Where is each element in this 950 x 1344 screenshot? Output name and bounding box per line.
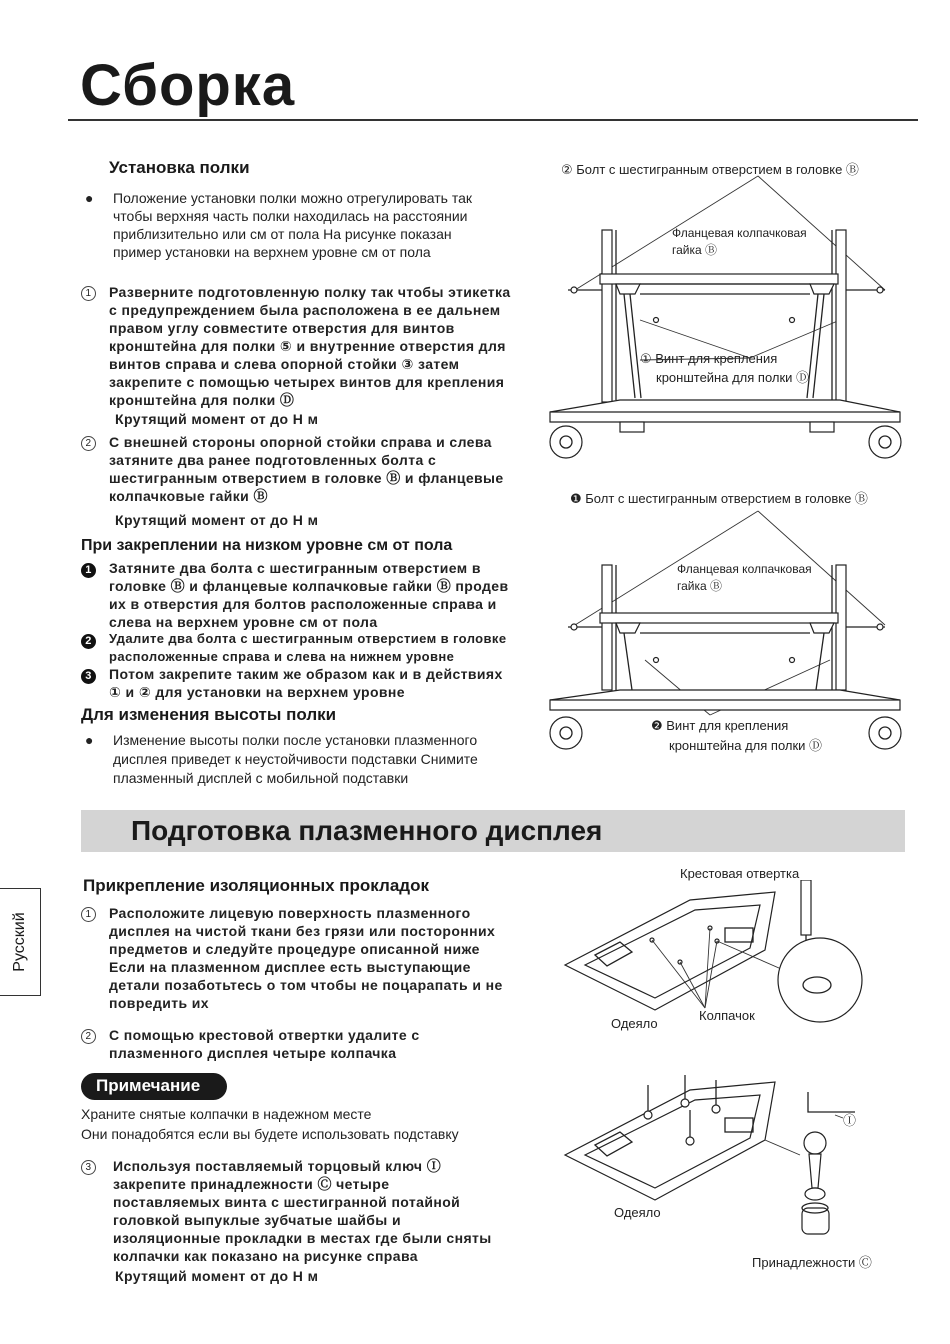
step-number: 2 [81, 1029, 96, 1044]
low-level-heading: При закреплении на низком уровне см от пола [81, 537, 453, 554]
pads-step-3-text: Используя поставляемый торцовый ключ Ⓘ закрепите принадлежности Ⓒ четыре поставляемых винта с шестигранной потайной головкой выпуклые зубчатые шайбы и изоляционные прокладки в местах где были сняты колпачки как показано на рисунке справа [113, 1158, 492, 1264]
note-line-2: Они понадобятся если вы будете использовать подставку [81, 1126, 459, 1142]
low-step-1-text: Затяните два болта с шестигранным отверстием в головке Ⓑ и фланцевые колпачковые гайки Ⓑ продев их в отверстия для болтов расположенные справа и слева на верхнем уровне см от пола [109, 560, 509, 630]
bullet-icon: ● [85, 732, 94, 748]
fig4-blanket-label: Одеяло [614, 1205, 661, 1220]
fig2-bolt-label: ❶ Болт с шестигранным отверстием в головке Ⓑ [570, 491, 868, 506]
step-number: 3 [81, 669, 96, 684]
fig2-nut-label-2: гайка Ⓑ [677, 579, 723, 593]
fig1-screw-label-2: кронштейна для полки Ⓓ [656, 370, 810, 385]
step-number: 2 [81, 634, 96, 649]
install-step-1-text: Разверните подготовленную полку так чтобы этикетка с предупреждением была расположена в ее дальнем правом углу совместите отверстия для винтов кронштейна для полки ⑤ и внутренние отверстия для винтов справа и слева опорной стойки ③ затем закрепите с помощью четырех винтов для крепления кронштейна для полки Ⓓ [109, 284, 511, 408]
fig1-screw-label-1: ① Винт для крепления [640, 351, 778, 366]
step-number: 3 [81, 1160, 96, 1175]
fig4-accessories-label: Принадлежности Ⓒ [752, 1255, 872, 1270]
language-tab [0, 888, 41, 996]
torque-3: Крутящий момент от до Н м [115, 1268, 319, 1284]
pads-step-2-text: С помощью крестовой отвертки удалите с плазменного дисплея четыре колпачка [109, 1027, 420, 1061]
note-badge [81, 1073, 227, 1100]
fig1-nut-label-1: Фланцевая колпачковая [672, 226, 807, 240]
pads-step-1-text: Расположите лицевую поверхность плазменного дисплея на чистой ткани без грязи или посторонних предметов и следуйте процедуре описанной ниже Если на плазменном дисплее есть выступающие детали позаботьтесь о том чтобы не поцарапать и не повредить их [109, 905, 503, 1011]
install-bullet-text: Положение установки полки можно отрегулировать так чтобы верхняя часть полки находилась на расстоянии приблизительно или см от пола На рисунке показан пример установки на верхнем уровне см от пола [113, 190, 472, 260]
height-bullet-text: Изменение высоты полки после установки плазменного дисплея приведет к неустойчивости подставки Снимите плазменный дисплей с мобильной подставки [113, 732, 478, 786]
note-line-1: Храните снятые колпачки в надежном месте [81, 1106, 372, 1122]
torque-1: Крутящий момент от до Н м [115, 411, 319, 427]
bullet-icon: ● [85, 190, 94, 206]
fig2-nut-label-1: Фланцевая колпачковая [677, 562, 812, 576]
fig3-screwdriver-label: Крестовая отвертка [680, 866, 800, 881]
height-heading: Для изменения высоты полки [81, 705, 337, 724]
fig1-nut-label-2: гайка Ⓑ [672, 243, 718, 257]
section-banner-title: Подготовка плазменного дисплея [131, 815, 603, 846]
title-divider [68, 119, 918, 121]
fig3-blanket-label: Одеяло [611, 1016, 658, 1031]
fig1-bolt-label: ② Болт с шестигранным отверстием в головке Ⓑ [561, 162, 859, 177]
low-step-3-text: Потом закрепите таким же образом как и в действиях ① и ② для установки на верхнем уровне [109, 666, 503, 700]
torque-2: Крутящий момент от до Н м [115, 512, 319, 528]
fig3-cap-label: Колпачок [699, 1008, 755, 1023]
step-number: 2 [81, 436, 96, 451]
pads-heading: Прикрепление изоляционных прокладок [83, 876, 429, 895]
fig2-screw-label-2: кронштейна для полки Ⓓ [669, 738, 823, 753]
stand-upper-illustration [540, 170, 920, 470]
install-heading: Установка полки [109, 158, 250, 177]
page-title: Сборка [80, 53, 296, 118]
section-banner [81, 810, 905, 852]
step-number: 1 [81, 907, 96, 922]
language-tab-label: Русский [11, 912, 28, 972]
stand-lower-illustration [540, 505, 920, 755]
remove-caps-illustration [560, 880, 890, 1030]
attach-accessories-illustration [560, 1070, 890, 1250]
step-number: 1 [81, 563, 96, 578]
fig2-screw-label-1: ❷ Винт для крепления [651, 718, 789, 733]
fig4-wrench-label: Ⓘ [843, 1113, 857, 1128]
step-number: 1 [81, 286, 96, 301]
note-badge-label: Примечание [96, 1076, 201, 1095]
low-step-2-text: Удалите два болта с шестигранным отверстием в головке расположенные справа и слева на нижнем уровне [109, 631, 507, 664]
install-step-2-text: С внешней стороны опорной стойки справа и слева затяните два ранее подготовленных болта с шестигранным отверстием в головке Ⓑ и фланцевые колпачковые гайки Ⓑ [109, 434, 504, 504]
